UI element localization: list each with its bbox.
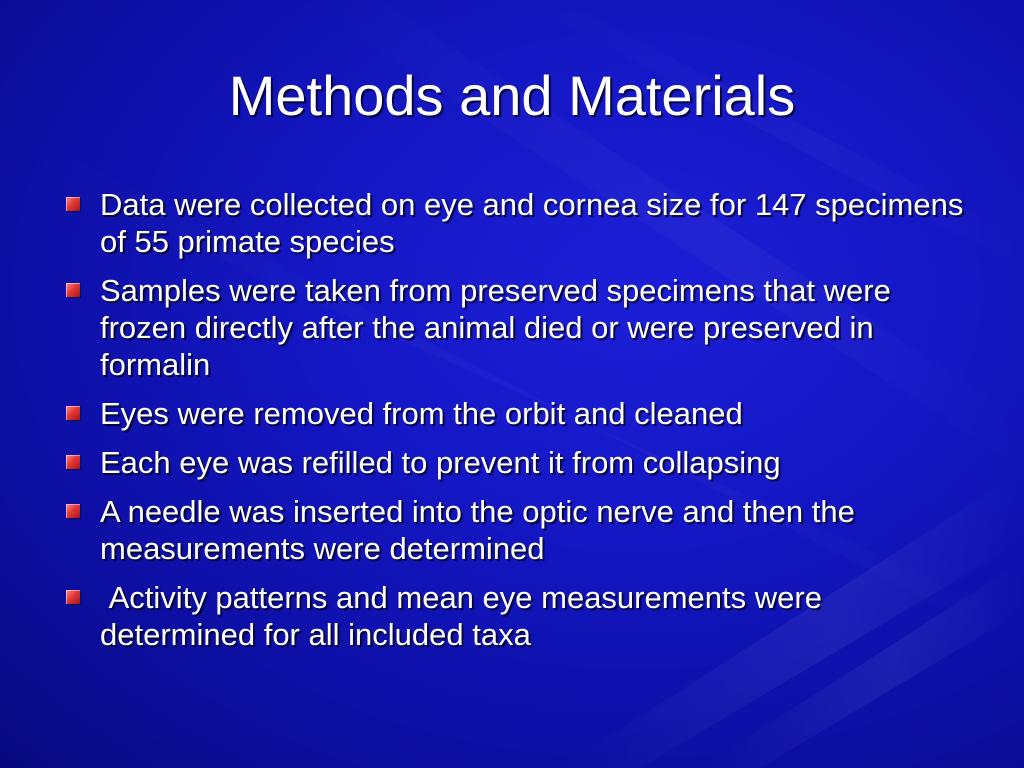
square-bullet-icon [66, 197, 80, 211]
square-bullet-icon [66, 455, 80, 469]
square-bullet-icon [66, 283, 80, 297]
bullet-list [62, 186, 982, 665]
square-bullet-icon [66, 406, 80, 420]
square-bullet-icon [66, 590, 80, 604]
square-bullet-icon [66, 504, 80, 518]
bullet-item [62, 186, 982, 260]
bullet-item [62, 579, 982, 653]
bullet-text: Eyes were removed from the orbit and cleaned [100, 396, 743, 431]
bullet-text: Samples were taken from preserved specimens that were frozen directly after the animal died or were preserved in formalin [100, 273, 900, 382]
bullet-item [62, 395, 982, 432]
bullet-text: Data were collected on eye and cornea size for 147 specimens of 55 primate species [100, 187, 972, 259]
bullet-item [62, 272, 982, 383]
bullet-item [62, 493, 982, 567]
bullet-text: Activity patterns and mean eye measurements were determined for all included taxa [100, 580, 831, 652]
bullet-item [62, 444, 982, 481]
bullet-text: Each eye was refilled to prevent it from collapsing [100, 445, 781, 480]
bullet-text: A needle was inserted into the optic nerve and then the measurements were determined [100, 494, 864, 566]
slide-title: Methods and Materials [228, 64, 796, 127]
